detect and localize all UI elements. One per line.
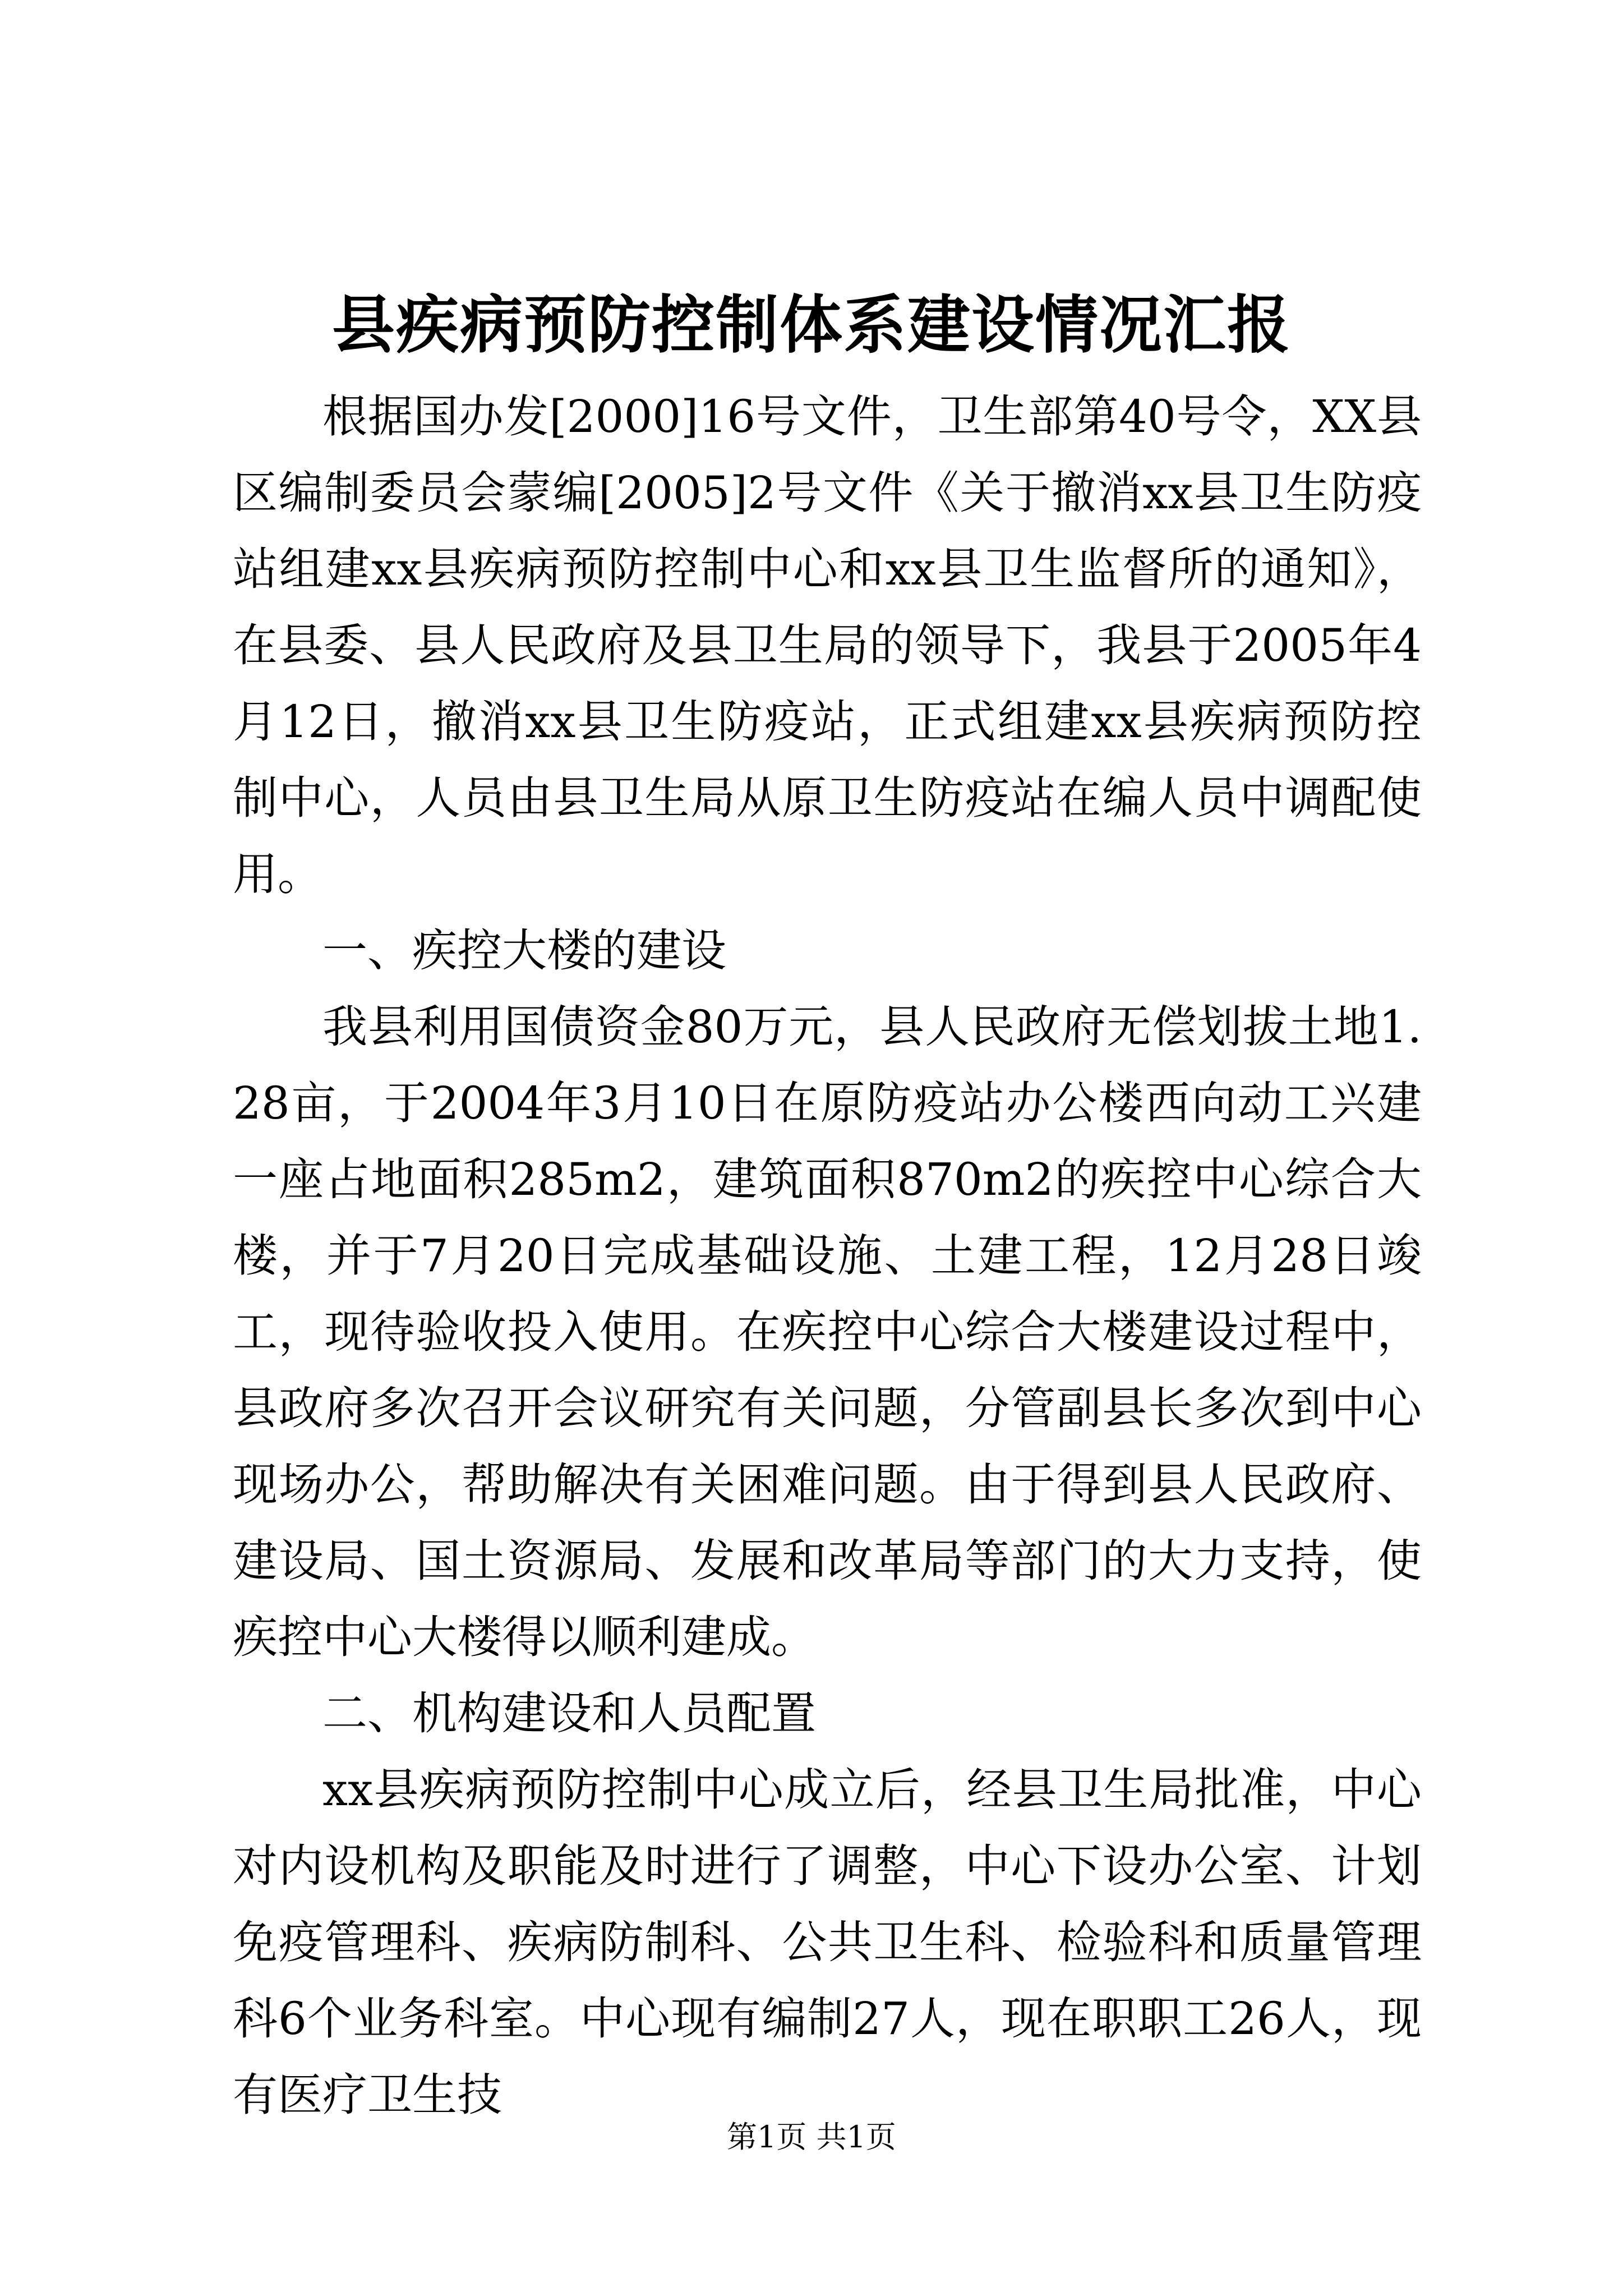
paragraph-building: 我县利用国债资金80万元，县人民政府无偿划拔土地1.28亩，于2004年3月10日在原防疫站办公楼西向动工兴建一座占地面积285m2，建筑面积870m2的疾控中心综合大楼，并于7月20日完成基础设施、土建工程，12月28日竣工，现待验收投入使用。在疾控中心综合大楼建设过程中，县政府多次召开会议研究有关问题，分管副县长多次到中心现场办公，帮助解决有关困难问题。由于得到县人民政府、建设局、国土资源局、发展和改革局等部门的大力支持，使疾控中心大楼得以顺利建成。	[233, 1001, 1422, 1663]
document-title: 县疾病预防控制体系建设情况汇报	[332, 288, 1291, 362]
document-body	[233, 379, 1422, 2133]
paragraph-intro: 根据国办发[2000]16号文件，卫生部第40号令，XX县区编制委员会蒙编[2005]2号文件《关于撤消xx县卫生防疫站组建xx县疾病预防控制中心和xx县卫生监督所的通知》，在县委、县人民政府及县卫生局的领导下，我县于2005年4月12日，撤消xx县卫生防疫站，正式组建xx县疾病预防控制中心，人员由县卫生局从原卫生防疫站在编人员中调配使用。	[233, 390, 1422, 900]
page-footer: 第1页 共1页	[727, 2119, 896, 2155]
heading-section-1: 一、疾控大楼的建设	[322, 924, 726, 977]
paragraph-staffing: xx县疾病预防控制中心成立后，经县卫生局批准，中心对内设机构及职能及时进行了调整，中心下设办公室、计划免疫管理科、疾病防制科、公共卫生科、检验科和质量管理科6个业务科室。中心现有编制27人，现在职职工26人，现有医疗卫生技	[233, 1764, 1422, 2121]
heading-section-2: 二、机构建设和人员配置	[322, 1687, 816, 1740]
